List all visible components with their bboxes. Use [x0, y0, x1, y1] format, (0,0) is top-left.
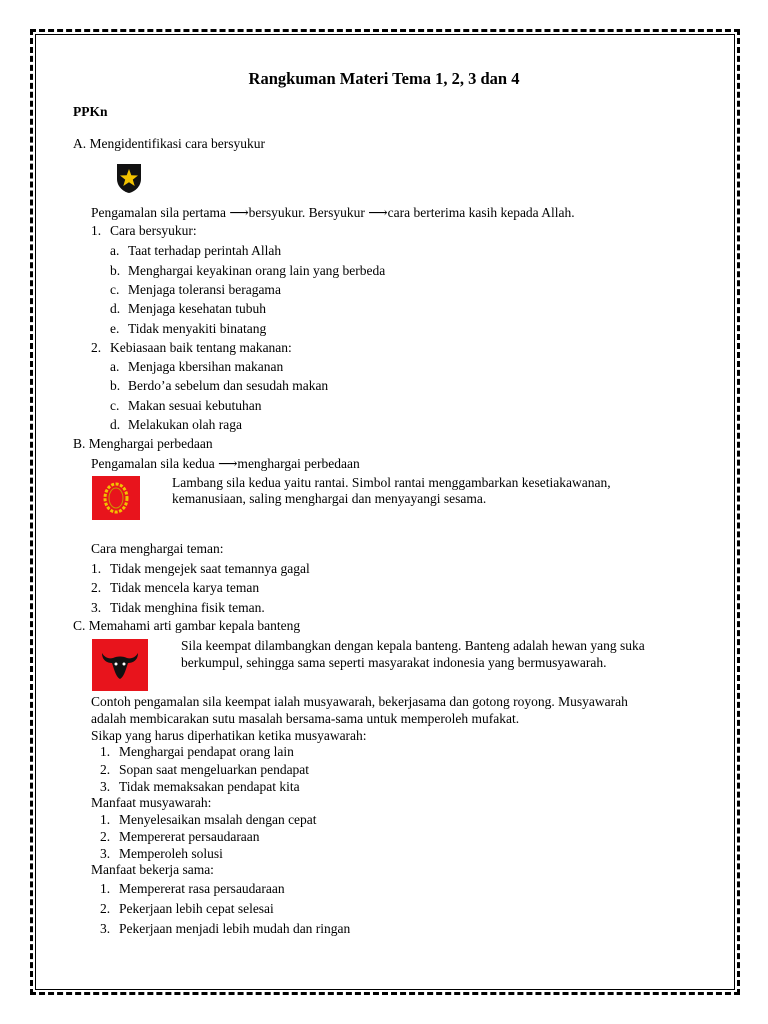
list-marker: 2. — [100, 901, 111, 916]
list-item: Menjaga kbersihan makanan — [128, 359, 284, 374]
chain-icon — [92, 476, 140, 520]
list-item: Menjaga kesehatan tubuh — [128, 301, 266, 316]
list-label: Cara menghargai teman: — [91, 541, 224, 556]
section-c-example: adalah membicarakan sutu masalah bersama-sama untuk memperoleh mufakat. — [91, 711, 520, 726]
list-marker: d. — [110, 417, 121, 432]
list-label: Cara bersyukur: — [110, 223, 197, 238]
list-number: 2. — [91, 340, 102, 355]
section-b-description: kemanusiaan, saling menghargai dan menyayangi sesama. — [172, 491, 487, 506]
list-item: Melakukan olah raga — [128, 417, 242, 432]
section-b-intro: Pengamalan sila kedua ⟶menghargai perbedaan — [91, 456, 360, 471]
section-c-description: Sila keempat dilambangkan dengan kepala banteng. Banteng adalah hewan yang suka — [181, 638, 645, 653]
section-b-heading: B. Menghargai perbedaan — [73, 436, 213, 451]
list-marker: e. — [110, 321, 120, 336]
page-title: Rangkuman Materi Tema 1, 2, 3 dan 4 — [248, 69, 520, 88]
list-item: Tidak mencela karya teman — [110, 580, 260, 595]
list-marker: 1. — [100, 812, 111, 827]
list-marker: b. — [110, 263, 121, 278]
list-item: Menghargai pendapat orang lain — [119, 744, 294, 759]
list-label: Manfaat bekerja sama: — [91, 862, 214, 877]
bull-head-icon — [92, 639, 148, 691]
list-number: 1. — [91, 223, 102, 238]
list-item: Menjaga toleransi beragama — [128, 282, 281, 297]
list-item: Taat terhadap perintah Allah — [128, 243, 282, 258]
star-shield-icon — [116, 163, 142, 194]
section-a-intro: Pengamalan sila pertama ⟶bersyukur. Bersyukur ⟶cara berterima kasih kepada Allah. — [91, 205, 575, 220]
list-item: Memperoleh solusi — [119, 846, 223, 861]
list-marker: 2. — [100, 829, 111, 844]
section-b-description: Lambang sila kedua yaitu rantai. Simbol rantai menggambarkan kesetiakawanan, — [172, 475, 611, 490]
list-marker: 1. — [100, 881, 111, 896]
list-marker: c. — [110, 398, 120, 413]
list-marker: 2. — [91, 580, 102, 595]
list-marker: 3. — [100, 779, 111, 794]
list-item: Tidak menghina fisik teman. — [110, 600, 265, 615]
list-item: Pekerjaan menjadi lebih mudah dan ringan — [119, 921, 351, 936]
list-label: Sikap yang harus diperhatikan ketika musyawarah: — [91, 728, 367, 743]
section-c-example: Contoh pengamalan sila keempat ialah musyawarah, bekerjasama dan gotong royong. Musyawarah — [91, 694, 628, 709]
section-c-heading: C. Memahami arti gambar kepala banteng — [73, 618, 301, 633]
list-item: Mempererat rasa persaudaraan — [119, 881, 285, 896]
list-item: Sopan saat mengeluarkan pendapat — [119, 762, 310, 777]
list-item: Makan sesuai kebutuhan — [128, 398, 262, 413]
list-item: Menghargai keyakinan orang lain yang berbeda — [128, 263, 386, 278]
list-marker: c. — [110, 282, 120, 297]
list-label: Kebiasaan baik tentang makanan: — [110, 340, 292, 355]
list-marker: a. — [110, 243, 120, 258]
list-item: Menyelesaikan msalah dengan cepat — [119, 812, 317, 827]
list-marker: 3. — [91, 600, 102, 615]
list-marker: d. — [110, 301, 121, 316]
list-item: Mempererat persaudaraan — [119, 829, 260, 844]
section-c-description: berkumpul, sehingga sama seperti masyarakat indonesia yang bermusyawarah. — [181, 655, 607, 670]
list-marker: 1. — [91, 561, 102, 576]
list-marker: 1. — [100, 744, 111, 759]
list-marker: b. — [110, 378, 121, 393]
list-marker: 3. — [100, 846, 111, 861]
list-item: Berdo’a sebelum dan sesudah makan — [128, 378, 329, 393]
list-item: Pekerjaan lebih cepat selesai — [119, 901, 274, 916]
list-marker: a. — [110, 359, 120, 374]
list-marker: 2. — [100, 762, 111, 777]
section-a-heading: A. Mengidentifikasi cara bersyukur — [73, 136, 265, 151]
list-marker: 3. — [100, 921, 111, 936]
list-label: Manfaat musyawarah: — [91, 795, 212, 810]
list-item: Tidak memaksakan pendapat kita — [119, 779, 300, 794]
list-item: Tidak mengejek saat temannya gagal — [110, 561, 310, 576]
list-item: Tidak menyakiti binatang — [128, 321, 267, 336]
subject-heading: PPKn — [73, 104, 108, 119]
